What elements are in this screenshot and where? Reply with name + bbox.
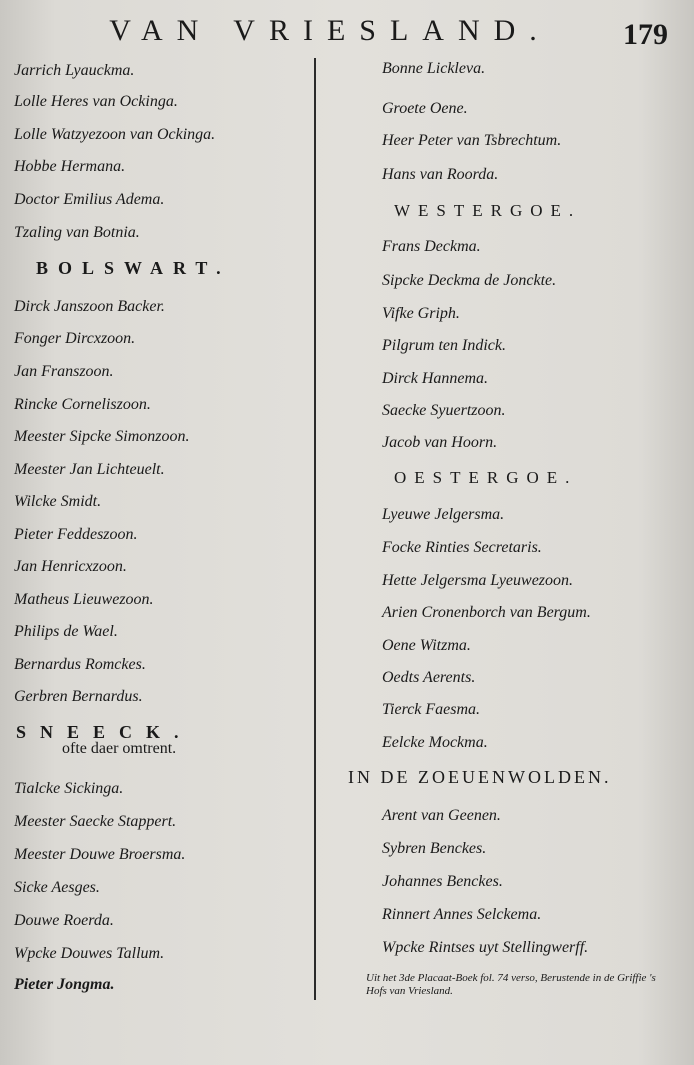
list-item: Jan Henricxzoon. [14, 558, 127, 575]
list-item: Jacob van Hoorn. [382, 434, 498, 451]
list-item: Hette Jelgersma Lyeuwezoon. [382, 572, 574, 589]
list-item: Tzaling van Botnia. [14, 224, 140, 241]
list-item: Lolle Watzyezoon van Ockinga. [14, 126, 216, 143]
section-heading-oestergoe: OESTERGOE. [394, 468, 578, 487]
column-divider [314, 58, 316, 1000]
list-item: Vifke Griph. [382, 305, 460, 322]
list-item: Saecke Syuertzoon. [382, 402, 506, 419]
list-item: Hans van Roorda. [382, 166, 499, 183]
list-item: Matheus Lieuwezoon. [14, 591, 154, 608]
list-item: Pieter Jongma. [14, 976, 115, 993]
list-item: Wpcke Rintses uyt Stellingwerff. [382, 939, 589, 956]
list-item: Frans Deckma. [382, 238, 481, 255]
section-heading-bolswart: BOLSWART. [36, 258, 231, 278]
page-header [0, 14, 694, 54]
list-item: Sybren Benckes. [382, 840, 487, 857]
list-item: Meester Douwe Broersma. [14, 846, 186, 863]
section-heading-westergoe: WESTERGOE. [394, 201, 582, 220]
list-item: Sicke Aesges. [14, 879, 100, 896]
list-item: Heer Peter van Tsbrechtum. [382, 132, 562, 149]
list-item: Wilcke Smidt. [14, 493, 102, 510]
page-number: 179 [623, 18, 668, 51]
section-heading-zoeuenwolden: IN DE ZOEUENWOLDEN. [348, 767, 612, 787]
list-item: Dirck Hannema. [382, 370, 489, 387]
list-item: Rinnert Annes Selckema. [382, 906, 542, 923]
list-item: Pilgrum ten Indick. [382, 337, 506, 354]
list-item: Meester Sipcke Simonzoon. [14, 428, 190, 445]
list-item: Bernardus Romckes. [14, 656, 146, 673]
list-item: Eelcke Mockma. [382, 734, 488, 751]
list-item: Pieter Feddeszoon. [14, 526, 138, 543]
list-item: Arien Cronenborch van Bergum. [382, 604, 591, 621]
list-item: Arent van Geenen. [382, 807, 501, 824]
list-item: Jan Franszoon. [14, 363, 114, 380]
list-item: Wpcke Douwes Tallum. [14, 945, 165, 962]
list-item: Lyeuwe Jelgersma. [382, 506, 505, 523]
list-item: Rincke Corneliszoon. [14, 396, 151, 413]
list-item: Oene Witzma. [382, 637, 471, 654]
list-item: Jarrich Lyauckma. [14, 62, 135, 79]
list-item: Tialcke Sickinga. [14, 780, 124, 797]
section-subtitle: ofte daer omtrent. [62, 740, 177, 757]
list-item: Groete Oene. [382, 100, 468, 117]
list-item: Dirck Janszoon Backer. [14, 298, 165, 315]
list-item: Fonger Dircxzoon. [14, 330, 136, 347]
list-item: Focke Rinties Secretaris. [382, 539, 542, 556]
list-item: Lolle Heres van Ockinga. [14, 93, 178, 110]
list-item: Gerbren Bernardus. [14, 688, 143, 705]
list-item: Oedts Aerents. [382, 669, 476, 686]
section-heading-sneeck: SNEECK. [16, 722, 193, 742]
list-item: Bonne Lickleva. [382, 60, 486, 77]
list-item: Johannes Benckes. [382, 873, 503, 890]
list-item: Sipcke Deckma de Jonckte. [382, 272, 557, 289]
list-item: Tierck Faesma. [382, 701, 481, 718]
list-item: Hobbe Hermana. [14, 158, 126, 175]
list-item: Meester Saecke Stappert. [14, 813, 177, 830]
running-title: VAN VRIESLAND. [109, 14, 551, 47]
list-item: Doctor Emilius Adema. [14, 191, 165, 208]
source-note: Uit het 3de Placaat-Boek fol. 74 verso, Berustende in de Griffie 's Hofs van Vriesland. [366, 972, 656, 997]
list-item: Meester Jan Lichteuelt. [14, 461, 165, 478]
list-item: Douwe Roerda. [14, 912, 114, 929]
list-item: Philips de Wael. [14, 623, 118, 640]
